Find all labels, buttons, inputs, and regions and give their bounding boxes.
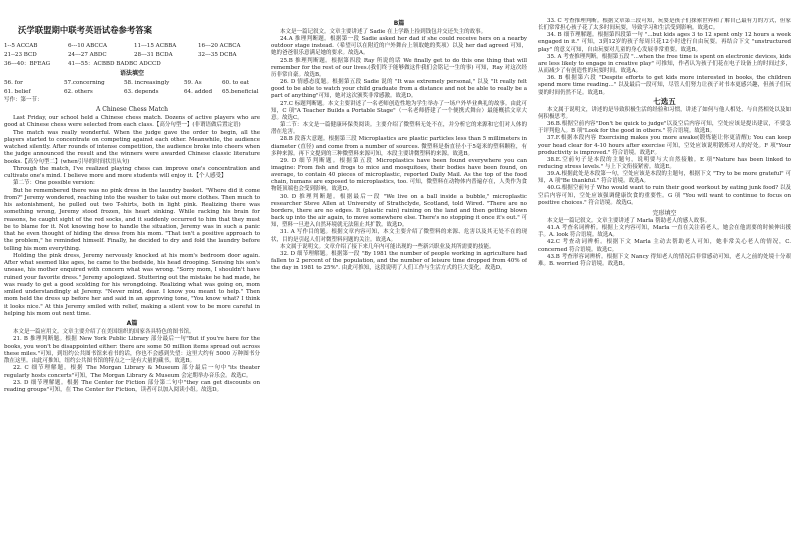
essay-paragraph: The match was really wonderful. When the judge gave the order to begin, all the players started to concentrate on competing against each other. Meanwhile, the audience watched silently. After rounds of intense competition, the audience broke into cheers when the judge announced the result and the winners were awarded Chinese classic literature books.【高分句型二】(when引导的时间状语从句) xyxy=(4,129,260,165)
answer-group: 62. others xyxy=(64,89,93,96)
answer-group: 6---10 ABCCA xyxy=(68,43,107,49)
answer-group: 59. As xyxy=(184,80,202,87)
explanation-paragraph: 21. B 推理判断题。根据 New York Public Library 部分最后一句"But if you're here for the books, you won't be disappointed either: there are some 50 million items spread out across these miles."可知，到纽约公共图书馆来看书的话，你也不会感到失望：这里大约有 5000 万种图书分散在这里。由此可推知，纽约公共图书馆的特点之一是有大量的藏书。故选B。 xyxy=(4,336,260,365)
explanation-paragraph: 43.B 考查形容词辨析。根据下文 Nancy 得知老人的情况后非常感动可知，老人之前的处境十分艰难。B. worried 符合语境。故选B。 xyxy=(538,253,791,267)
answer-group: 58. increasingly xyxy=(124,80,170,87)
writing-heading: 写作：第一节： xyxy=(4,96,43,103)
answer-group: 63. depends xyxy=(124,89,159,96)
answer-key-block xyxy=(4,42,260,97)
answer-row xyxy=(4,60,260,69)
explanation-paragraph: 29. D 细节判断题。根据第五段 Microplastics have been found everywhere you can imagine: From fish and frogs to mice and mosquitoes, their bodies have been found, on average, to contain 40 pieces of microplastic, reported Daily Mail. As the top of the food chain, humans are exposed to microplastics, too. 可知，微塑料在动物体内普遍存在，人类作为食物链顶端也会受到影响。故选D。 xyxy=(271,157,527,193)
section-b-heading: B篇 xyxy=(393,20,405,27)
explanation-paragraph: 36.B.根据空前内容"Don't be quick to judge"以及空后内容可知，空处应该是提出建议，不要急于评判他人。B 项"Look for the good in others." 符合语境。故选B。 xyxy=(538,121,791,135)
seven-choose-five-heading: 七选五 xyxy=(653,96,676,106)
answer-group: 11---15 ACBBA xyxy=(134,43,177,49)
explanation-paragraph: 42.C 考查动词辨析。根据下文 Marla 主动去帮助老人可知，她非常关心老人的情况，C. concerned 符合语境。故选C。 xyxy=(538,239,791,253)
explanation-paragraph: 23. D 细节理解题。根据 The Center for Fiction 部分第二句中"they can get discounts on reading groups"可知，在 The Center for Fiction，读者可以加入阅读小组。故选D。 xyxy=(4,379,260,394)
explanation-paragraph: 22. C 细节理解题。根据 The Morgan Library & Museum 部分最后一句中"its theater regularly hosts concerts"可知，The Morgan Library & Museum 会定期举办音乐会。故选C。 xyxy=(4,365,260,379)
explanation-paragraph: 28.B 段落大意题。根据第三段 Microplastics are plastic particles less than 5 millimeters in diameter (直径) and come from a number of sources. 微塑料是指直径小于5毫米的塑料颗粒，有多种来源。再下文提到的三种微塑料来源可知，本段主要讲微塑料的来源。故选B。 xyxy=(271,136,527,157)
answer-row xyxy=(4,42,260,51)
column-middle xyxy=(271,18,527,272)
answer-group: 64. added xyxy=(184,89,213,96)
explanation-paragraph: 37.F.根据本段内容 Exercising makes you more awake(锻炼能让你更清醒); You can keep your head clear for 4-10 hours after exercise 可知，空处应该说明锻炼对人的好处。F 项"Your productivity is improved." 符合语境。故选F。 xyxy=(538,135,791,156)
answer-group: 65.beneficial xyxy=(222,89,259,96)
explanation-paragraph: 41.A 考查名词辨析。根据上文内容可知，Marla 一直在关注着老人，她会在他需要的时候伸出援手。A. look 符合语境。故选A。 xyxy=(538,225,791,239)
answer-group: 56. for xyxy=(4,80,23,87)
answer-group: 60. to eat xyxy=(222,80,249,87)
answer-row xyxy=(4,88,260,97)
answer-row xyxy=(4,51,260,60)
explanation-paragraph: 36. B 根据第六段 "Despite efforts to get kids more interested in books, the children spend more time reading..." 以及最后一段可知，尽管人们努力让孩子对书本更感兴趣，但孩子们玩耍的时间仍然不足。故选B。 xyxy=(538,75,791,96)
continuation-paragraph: Holding the pink dress, Jeremy nervously knocked at his mom's bedroom door again. After what seemed like ages, he came to the bedside, his head drooping. Sensing his son's unease, his mother enquired with concern what was wrong. "Sorry mom, I shouldn't have ruined your favorite dress." Jeremy apologized. Stuttering out the mistake he had made, he was ready to get a good scolding for his wrongdoing. Realizing what was going on, mom smiled understandingly at Jeremy. "Never mind, dear. I know you meant to help." Then mom held the dress up before her and said in an approving tone, "You know what? I think it looks nice." At this Jeremy smiled with relief, making a silent vow to be more careful in helping his mom out next time. xyxy=(4,252,260,317)
answer-row xyxy=(4,79,260,88)
answer-group: 16---20 ACBCA xyxy=(198,43,241,49)
second-section-heading: 第二节：One possible version: xyxy=(13,180,95,187)
essay-paragraph: Through the match, I've realized playing chess can improve one's concentration and cultivate one's mind. I believe more and more students will enjoy it.【个人感受】 xyxy=(4,165,260,180)
explanation-paragraph: 40.G.根据空前句子 Who would want to ruin their good workout by eating junk food? 以及空后内容可知，空处应该强调健康饮食的重要性。G 项 "You will want to continue to focus on positive choices." 符合语境。故选G。 xyxy=(538,185,791,206)
answer-group: 61. belief xyxy=(4,89,31,96)
answer-group: 32---35 DCBA xyxy=(198,51,237,58)
explanation-paragraph: 38.E.空前句子是本段的主题句，说明要与大自然接触。E 项"Nature has been linked to reducing stress levels." 与上下文衔接紧密。故选E。 xyxy=(538,156,791,170)
explanation-paragraph: 32. D 细节理解题。根据第一段 "By 1981 the number of people working in agriculture had fallen to 2 percent of the population, and the number of leisure time dropped from 40% of the day in 1981 to 25%". 由此可推知，这段说明了人们工作与生活方式的巨大变化。故选D。 xyxy=(271,250,527,272)
answer-group: 28---31 BCDA xyxy=(134,51,173,58)
page-title: 沃学联盟期中联考英语试卷参考答案 xyxy=(18,25,152,35)
explanation-paragraph: 本文是一篇记叙文。文章主要讲述了 Marla 帮助老人的感人故事。 xyxy=(547,217,711,224)
answer-group: 41---55：ACBBD BADBC ADCCD xyxy=(68,60,161,67)
explanation-paragraph: 24.A 推理判断题。根据第一段 Sadie asked her dad if she could receive hers on a nearby outdoor stage instead.（希望可以在附近的户外舞台上领取她的奖项）以及 her dad agreed 可知，她的爸爸很乐意满足她的要求。故选A。 xyxy=(271,36,527,57)
explanation-paragraph: 本文属于说明文。文章介绍了接下来几年内可能出现的一些新兴职业及其所需要的技能。 xyxy=(280,243,495,250)
grammar-heading: 语法填空 xyxy=(119,70,144,78)
answer-group: 24---27 ABDC xyxy=(68,51,107,58)
essay-paragraph: Last Friday, our school held a Chinese chess match. Dozens of active players who are good at Chinese chess were selected from each class.【高分句型一】(非谓语做后置定语) xyxy=(4,115,260,129)
essay-title: A Chinese Chess Match xyxy=(96,106,168,114)
explanation-paragraph: 本文是一篇记叙文。文章主要讲述了 Sadie 在上学路上捡到钱包并交还失主的故事。 xyxy=(280,29,487,35)
explanation-paragraph: 35. A 考查推理判断。根据第五段 "...when the free time is spent on electronic devices, kids are less likely to engage in creative play" 可推知，作者认为孩子们花在电子设备上的时间过多，从而减少了有创造性的玩耍时间。故选A。 xyxy=(538,53,791,75)
answer-group: 36---40：BFEAG xyxy=(4,60,51,67)
explanation-paragraph: 30. D 推理判断题。根据最后一段 "We live on a ball inside a bubble," microplastic researcher Steve Allen at University of Strathclyde, Scotland, told Wired. "There are no borders, there are no edges. It (plastic rain) raining on the land and then getting blown back up into the air again, to move somewhere else. There's no stopping it once it's out." 可知，塑料一旦进入自然环境就无法阻止其扩散。故选D。 xyxy=(271,193,527,229)
continuation-paragraph: But he remembered there was no pink dress in the laundry basket. "Where did it come from?" Jeremy wondered, reaching into the washer to take out more clothes. Then much to his astonishment, he pulled out two T-shirts, both in light pink. Realizing there was something wrong, Jeremy stood frozen, his heart sinking. While racking his brain for reasons, he caught sight of the red socks, and it suddenly occurred to him that they must be to blame for it. Not knowing how to handle the situation, Jeremy was in such a panic that he even thought of hiding the dress from his mom. "That isn't a positive approach to the problem," he reminded himself. Finally, he decided to dry and fold the laundry before telling his mom everything. xyxy=(4,187,260,252)
answer-group: 21--23 BCD xyxy=(4,51,37,58)
explanation-paragraph: 第二节：本文是一篇健康环保类阅读。主要介绍了微塑料无处不在，并分析它的来源和它们对人体的潜在危害。 xyxy=(271,122,527,136)
answer-group: 1--5 ACCAB xyxy=(4,43,38,49)
column-left xyxy=(4,18,260,394)
answer-group: 57.concerning xyxy=(64,80,105,87)
column-right xyxy=(538,18,791,268)
explanation-paragraph: 本文属于说明文，讲述的是导致积极生活的经验和习惯，讲述了如何与他人相处、与自然相处以及如何积极思考。 xyxy=(538,106,791,120)
explanation-paragraph: 本文是一篇应用文。文章主要介绍了在美国组织的国家各具特色的图书馆。 xyxy=(13,329,195,336)
explanation-paragraph: 31. A 写作目的题。根据文章内容可知，本文主要介绍了微塑料的来源、危害以及其无处不在的现状，目的是引起人们对微塑料问题的关注。故选A。 xyxy=(271,229,527,243)
explanation-paragraph: 26. D 情感态度题。根据第五段 Sadie 说的 "It was extremely personal," 以及 "It really felt good to be able to watch your child graduate from a distance and not be able to really be a part of anything"可知，她对这次颁奖非常感激。故选D。 xyxy=(271,79,527,100)
section-a-heading: A篇 xyxy=(126,320,138,328)
explanation-paragraph: 27.C 标题判断题。本文主要讲述了一名老师创造性地为学生举办了一场户外毕业典礼的故事。由此可知，C 项"A Teacher Builds a Portable Stage"（一名老师搭建了一个便携式舞台）最能概括文章大意。故选C。 xyxy=(271,100,527,121)
cloze-heading: 完形填空 xyxy=(652,209,677,217)
explanation-paragraph: 25.B 推理判断题。根据第四段 Ray 所说的话 We finally get to do this one thing that will remember for the rest of our lives.(我们终于能够做这件我们会铭记一生的事) 可知，Ray 对这次经历非常自豪。故选B。 xyxy=(271,57,527,78)
explanation-paragraph: 34. B 细节理解题。根据第四段第一句 "...but kids ages 3 to 12 spent only 12 hours a week engaged in it." 可知，3到12岁的孩子每周只花12小时进行自由玩耍。再结合下文 "unstructured play" 的意义可知，自由玩耍对儿童的身心发展非常重要。故选B。 xyxy=(538,32,791,53)
explanation-paragraph: 33. C 考查推理判断。根据文章第三段可知，玩耍是孩子们探索世界和了解自己最有力的方式，但家长们常常担心孩子花了太多时间玩耍，导致学习和生活受到影响。故选C。 xyxy=(538,18,791,32)
explanation-paragraph: 39.A.根据此处是本段第一句，空处应该是本段的主题句，根据下文 "Try to be more grateful" 可知，A 项"Be thankful." 符合语境。故选A。 xyxy=(538,171,791,185)
